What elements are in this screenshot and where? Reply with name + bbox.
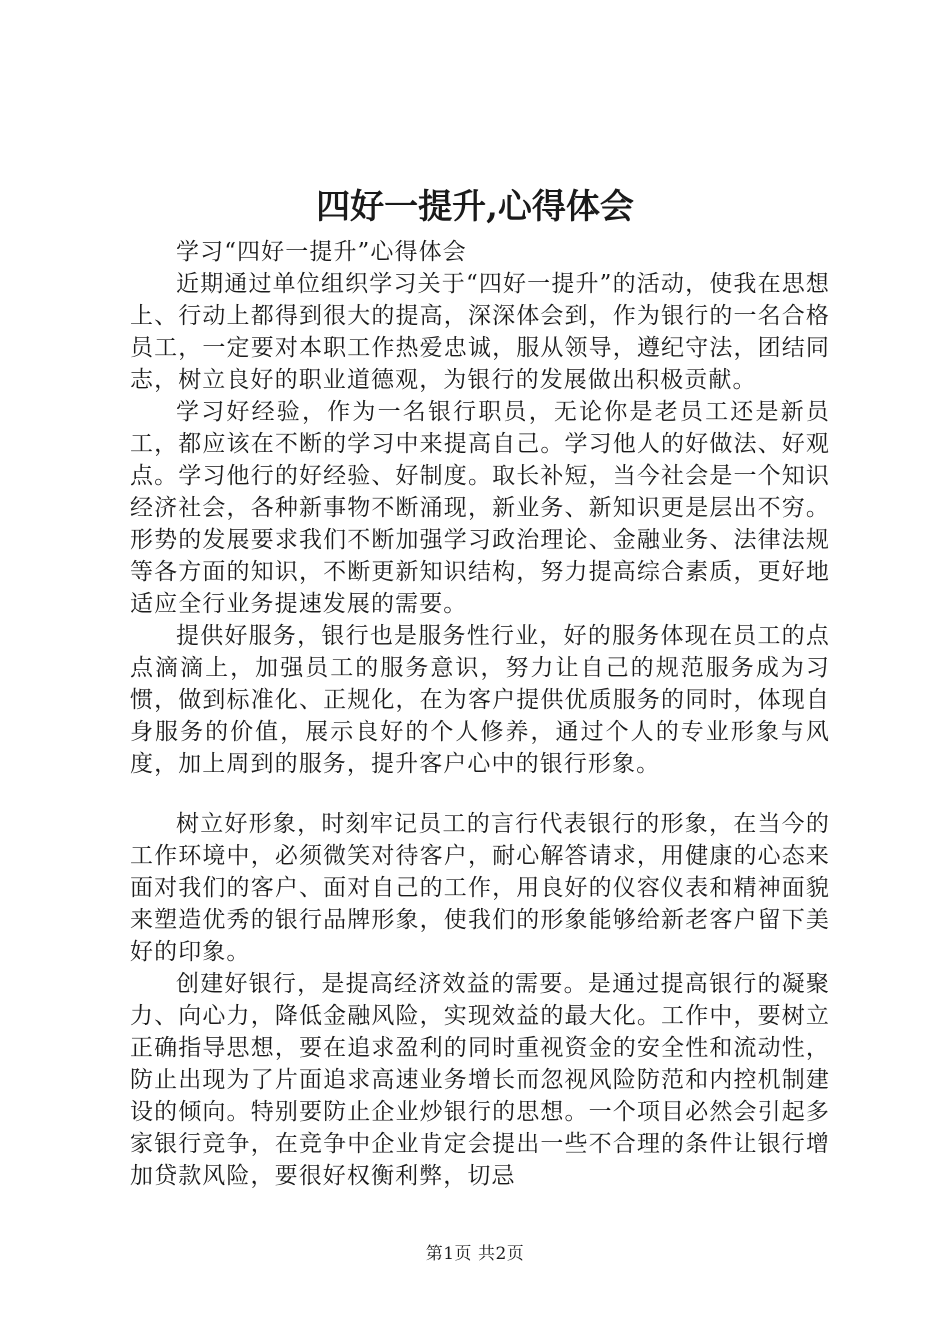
paragraph-bank: 创建好银行，是提高经济效益的需要。是通过提高银行的凝聚力、向心力，降低金融风险，实现效益的最大化。工作中，要树立正确指导思想，要在追求盈利的同时重视资金的安全性和流动性，防止出现为了片面追求高速业务增长而忽视风险防范和内控机制建设的倾向。特别要防止企业炒银行的思想。一个项目必然会引起多家银行竞争，在竞争中企业肯定会提出一些不合理的条件让银行增加贷款风险，要很好权衡利弊，切忌	[130, 971, 830, 1189]
document-body	[130, 236, 830, 1192]
document-subtitle: 学习“四好一提升”心得体会	[176, 239, 467, 265]
paragraph-intro: 近期通过单位组织学习关于“四好一提升”的活动，使我在思想上、行动上都得到很大的提高，深深体会到，作为银行的一名合格员工，一定要对本职工作热爱忠诚，服从领导，遵纪守法，团结同志，树立良好的职业道德观，为银行的发展做出积极贡献。	[130, 271, 830, 393]
document-title: 四好一提升,心得体会	[316, 187, 634, 227]
paragraph-image: 树立好形象，时刻牢记员工的言行代表银行的形象，在当今的工作环境中，必须微笑对待客户，耐心解答请求，用健康的心态来面对我们的客户、面对自己的工作，用良好的仪容仪表和精神面貌来塑造优秀的银行品牌形象，使我们的形象能够给新老客户留下美好的印象。	[130, 811, 830, 965]
paragraph-learning: 学习好经验，作为一名银行职员，无论你是老员工还是新员工，都应该在不断的学习中来提高自己。学习他人的好做法、好观点。学习他行的好经验、好制度。取长补短，当今社会是一个知识经济社会，各种新事物不断涌现，新业务、新知识更是层出不穷。形势的发展要求我们不断加强学习政治理论、金融业务、法律法规等各方面的知识，不断更新知识结构，努力提高综合素质，更好地适应全行业务提速发展的需要。	[130, 399, 830, 617]
paragraph-service: 提供好服务，银行也是服务性行业，好的服务体现在员工的点点滴滴上，加强员工的服务意识，努力让自己的规范服务成为习惯，做到标准化、正规化，在为客户提供优质服务的同时，体现自身服务的价值，展示良好的个人修养，通过个人的专业形象与风度，加上周到的服务，提升客户心中的银行形象。	[130, 623, 830, 777]
page-footer: 第1页 共2页	[425, 1244, 525, 1264]
